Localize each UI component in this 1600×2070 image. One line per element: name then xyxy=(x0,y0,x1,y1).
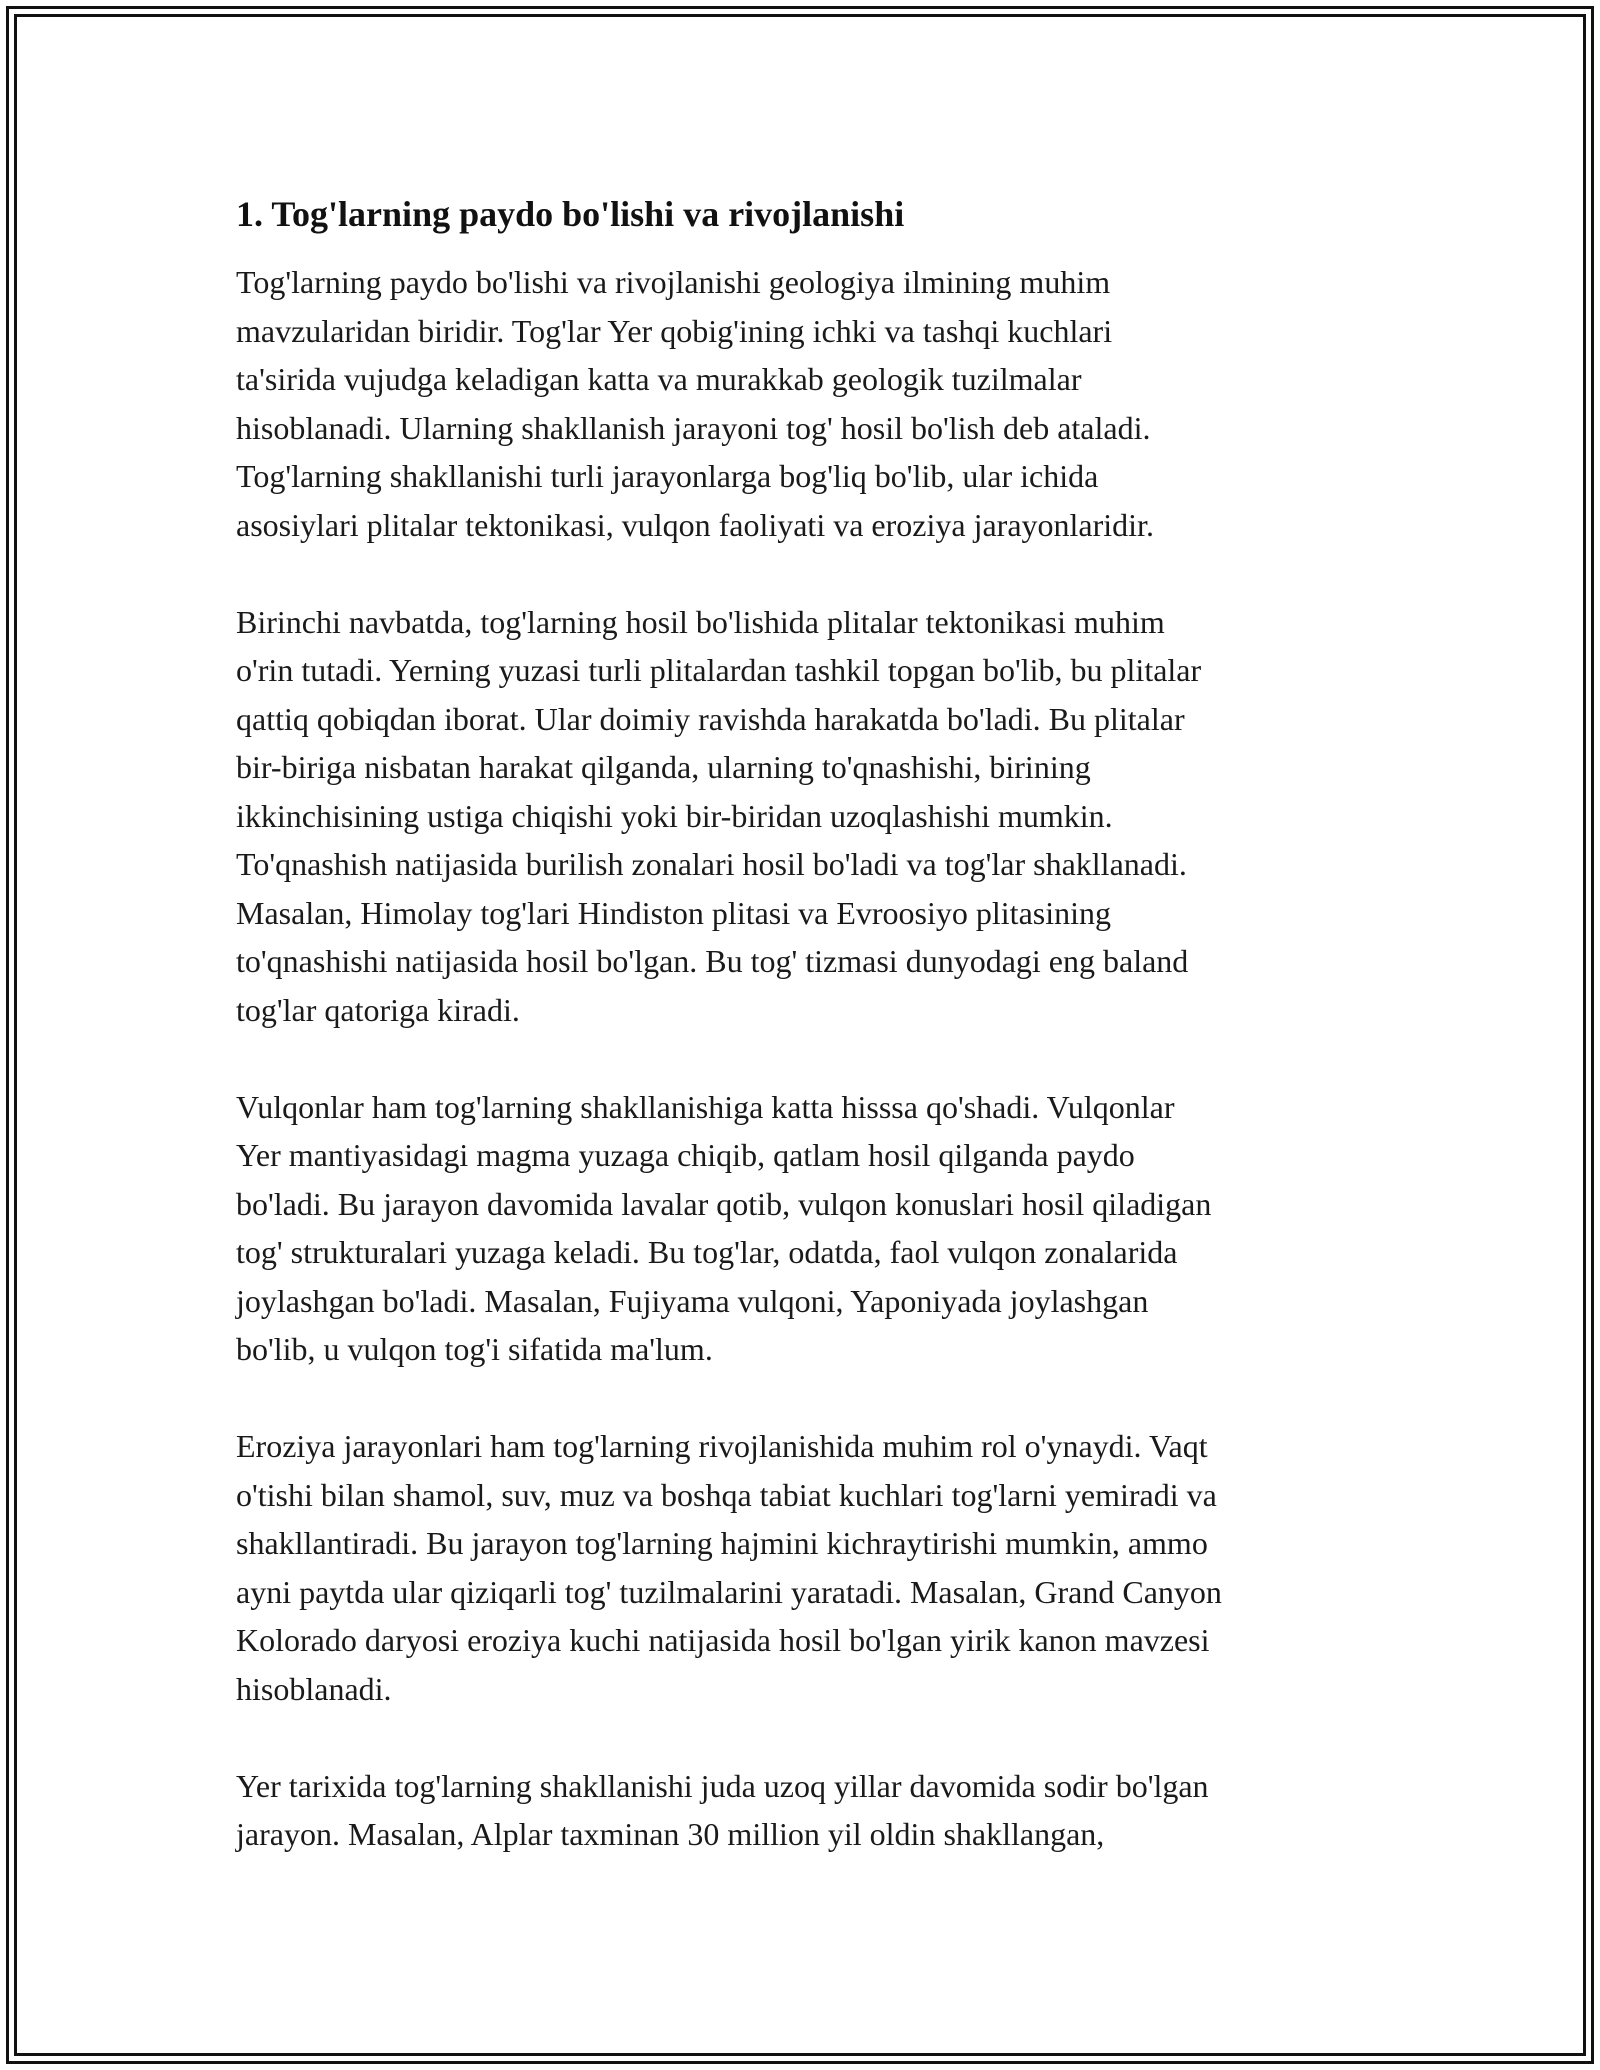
text-line: to'qnashishi natijasida hosil bo'lgan. Bu tog' tizmasi dunyodagi eng baland xyxy=(236,943,1189,979)
section-heading: 1. Tog'larning paydo bo'lishi va rivojlanishi xyxy=(236,194,905,234)
text-line: bo'lib, u vulqon tog'i sifatida ma'lum. xyxy=(236,1331,713,1367)
paragraph-intro xyxy=(236,258,1386,549)
text-line: o'rin tutadi. Yerning yuzasi turli plitalardan tashkil topgan bo'lib, bu plitalar xyxy=(236,652,1202,688)
text-line: qattiq qobiqdan iborat. Ular doimiy ravishda harakatda bo'ladi. Bu plitalar xyxy=(236,700,1185,737)
text-line: tog' strukturalari yuzaga keladi. Bu tog'lar, odatda, faol vulqon zonalarida xyxy=(236,1234,1178,1270)
text-line: o'tishi bilan shamol, suv, muz va boshqa tabiat kuchlari tog'larni yemiradi va xyxy=(236,1476,1217,1513)
text-line: jarayon. Masalan, Alplar taxminan 30 million yil oldin shakllangan, xyxy=(236,1816,1105,1852)
paragraph-history xyxy=(236,1762,1386,1859)
text-line: shakllantiradi. Bu jarayon tog'larning hajmini kichraytirishi mumkin, ammo xyxy=(236,1525,1208,1561)
text-line: asosiylari plitalar tektonikasi, vulqon faoliyati va eroziya jarayonlaridir. xyxy=(236,506,1154,543)
text-line: Yer mantiyasidagi magma yuzaga chiqib, qatlam hosil qilganda paydo xyxy=(236,1137,1135,1173)
text-line: Tog'larning paydo bo'lishi va rivojlanishi geologiya ilmining muhim xyxy=(236,264,1111,300)
text-line: joylashgan bo'ladi. Masalan, Fujiyama vulqoni, Yaponiyada joylashgan xyxy=(236,1282,1149,1319)
text-line: Tog'larning shakllanishi turli jarayonlarga bog'liq bo'lib, ular ichida xyxy=(236,458,1099,494)
text-line: ayni paytda ular qiziqarli tog' tuzilmalarini yaratadi. Masalan, Grand Canyon xyxy=(236,1573,1222,1610)
paragraph-erosion xyxy=(236,1422,1386,1713)
paragraph-tectonics xyxy=(236,598,1386,1035)
text-line: Kolorado daryosi eroziya kuchi natijasida hosil bo'lgan yirik kanon mavzesi xyxy=(236,1622,1210,1658)
paragraph-volcanoes xyxy=(236,1083,1386,1374)
text-line: Yer tarixida tog'larning shakllanishi juda uzoq yillar davomida sodir bo'lgan xyxy=(236,1767,1209,1804)
text-line: Eroziya jarayonlari ham tog'larning rivojlanishida muhim rol o'ynaydi. Vaqt xyxy=(236,1428,1208,1464)
text-line: bir-biriga nisbatan harakat qilganda, ularning to'qnashishi, birining xyxy=(236,749,1091,785)
text-line: ikkinchisining ustiga chiqishi yoki bir-biridan uzoqlashishi mumkin. xyxy=(236,797,1113,834)
text-line: tog'lar qatoriga kiradi. xyxy=(236,991,520,1028)
text-line: Vulqonlar ham tog'larning shakllanishiga katta hisssa qo'shadi. Vulqonlar xyxy=(236,1088,1175,1125)
text-line: bo'ladi. Bu jarayon davomida lavalar qotib, vulqon konuslari hosil qiladigan xyxy=(236,1185,1212,1222)
text-line: ta'sirida vujudga keladigan katta va murakkab geologik tuzilmalar xyxy=(236,361,1082,397)
document-body xyxy=(236,188,1386,1907)
text-line: hisoblanadi. xyxy=(236,1670,392,1707)
text-line: To'qnashish natijasida burilish zonalari hosil bo'ladi va tog'lar shakllanadi. xyxy=(236,846,1187,882)
text-line: Birinchi navbatda, tog'larning hosil bo'lishida plitalar tektonikasi muhim xyxy=(236,603,1165,640)
text-line: mavzularidan biridir. Tog'lar Yer qobig'ining ichki va tashqi kuchlari xyxy=(236,312,1113,349)
text-line: Masalan, Himolay tog'lari Hindiston plitasi va Evroosiyo plitasining xyxy=(236,894,1111,931)
text-line: hisoblanadi. Ularning shakllanish jarayoni tog' hosil bo'lish deb ataladi. xyxy=(236,409,1151,446)
